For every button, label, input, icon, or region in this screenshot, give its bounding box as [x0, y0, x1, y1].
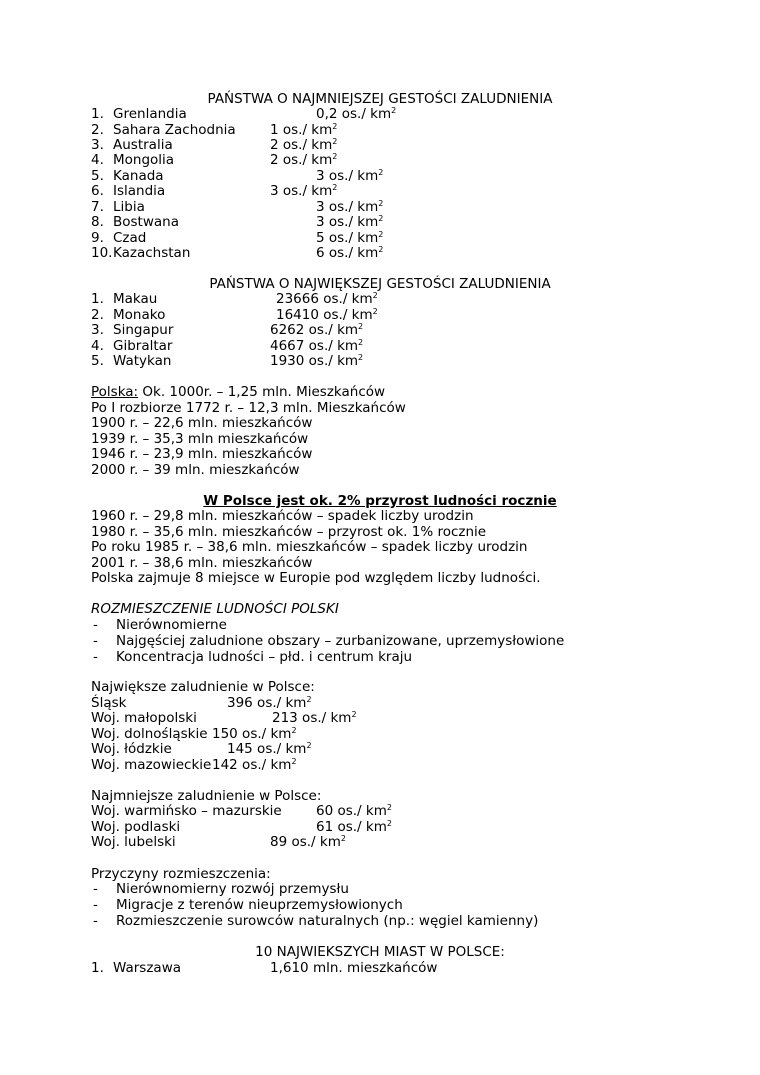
- bullet-dash: -: [93, 633, 98, 649]
- density-value: 1 os./ $km^2$: [270, 122, 338, 138]
- density-value: 6262 os./ $km^2$: [270, 322, 364, 338]
- density-value: 60 os./ $km^2$: [316, 803, 392, 819]
- country-name: Singapur: [113, 322, 174, 338]
- density-value: 16410 os./ $km^2$: [276, 307, 378, 323]
- growth-heading: W Polsce jest ok. 2% przyrost ludności rocznie: [203, 493, 557, 509]
- list-item: Rozmieszczenie surowców naturalnych (np.: węgiel kamienny): [116, 913, 539, 929]
- poland-history-line: Polska: Ok. 1000r. – 1,25 mln. Mieszkańców: [91, 384, 386, 400]
- country-name: Australia: [113, 137, 173, 153]
- density-value: 2 os./ $km^2$: [270, 152, 338, 168]
- density-value: 0,2 os./ $km^2$: [316, 106, 397, 122]
- list-number: 3.: [91, 137, 104, 153]
- list-number: 6.: [91, 183, 104, 199]
- density-value: 89 os./ $km^2$: [270, 834, 346, 850]
- country-name: Kanada: [113, 168, 164, 184]
- largest-heading: Największe zaludnienie w Polsce:: [91, 679, 315, 695]
- growth-line: Polska zajmuje 8 miejsce w Europie pod względem liczby ludności.: [91, 570, 541, 586]
- density-value: 4667 os./ $km^2$: [270, 338, 364, 354]
- bullet-dash: -: [93, 897, 98, 913]
- density-value: 142 os./ $km^2$: [212, 757, 297, 773]
- list-number: 4.: [91, 152, 104, 168]
- list-item: Nierównomierny rozwój przemysłu: [116, 881, 349, 897]
- city-name: Warszawa: [113, 960, 182, 976]
- causes-heading: Przyczyny rozmieszczenia:: [91, 866, 271, 882]
- region-name: Woj. warmińsko – mazurskie: [91, 803, 282, 819]
- country-name: Czad: [113, 230, 147, 246]
- density-value: 23666 os./ $km^2$: [276, 291, 378, 307]
- list-number: 5.: [91, 168, 104, 184]
- poland-history-line: 1939 r. – 35,3 mln mieszkańców: [91, 431, 309, 447]
- smallest-heading: Najmniejsze zaludnienie w Polsce:: [91, 788, 322, 804]
- density-value: 3 os./ $km^2$: [316, 168, 384, 184]
- city-population: 1,610 mln. mieszkańców: [270, 960, 438, 976]
- region-name: Woj. dolnośląskie: [91, 726, 208, 742]
- region-name: Woj. podlaski: [91, 819, 181, 835]
- region-name: Woj. łódzkie: [91, 741, 172, 757]
- country-name: Grenlandia: [113, 106, 187, 122]
- density-value: 150 os./ $km^2$: [212, 726, 297, 742]
- growth-line: 2001 r. – 38,6 mln. mieszkańców: [91, 555, 313, 571]
- density-value: 1930 os./ $km^2$: [270, 353, 364, 369]
- list-number: 8.: [91, 214, 104, 230]
- list-number: 10.: [91, 245, 113, 261]
- country-name: Sahara Zachodnia: [113, 122, 236, 138]
- list-number: 7.: [91, 199, 104, 215]
- growth-line: 1960 r. – 29,8 mln. mieszkańców – spadek liczby urodzin: [91, 508, 474, 524]
- density-value: 396 os./ $km^2$: [227, 695, 312, 711]
- region-name: Śląsk: [91, 695, 127, 711]
- bullet-dash: -: [93, 649, 98, 665]
- list-number: 1.: [91, 106, 104, 122]
- list-number: 4.: [91, 338, 104, 354]
- least-density-title: PAŃSTWA O NAJMNIEJSZEJ GESTOŚCI ZALUDNIENIA: [207, 91, 553, 107]
- most-density-title: PAŃSTWA O NAJWIĘKSZEJ GESTOŚCI ZALUDNIENIA: [209, 276, 551, 292]
- list-number: 9.: [91, 230, 104, 246]
- poland-history-line: 1946 r. – 23,9 mln. mieszkańców: [91, 446, 313, 462]
- growth-line: Po roku 1985 r. – 38,6 mln. mieszkańców – spadek liczby urodzin: [91, 539, 528, 555]
- density-value: 145 os./ $km^2$: [227, 741, 312, 757]
- density-value: 3 os./ $km^2$: [316, 199, 384, 215]
- country-name: Libia: [113, 199, 145, 215]
- country-name: Gibraltar: [113, 338, 173, 354]
- list-item: Migracje z terenów nieuprzemysłowionych: [116, 897, 403, 913]
- region-name: Woj. małopolski: [91, 710, 197, 726]
- list-number: 1.: [91, 960, 104, 976]
- list-item: Najgęściej zaludnione obszary – zurbanizowane, uprzemysłowione: [116, 633, 565, 649]
- cities-title: 10 NAJWIEKSZYCH MIAST W POLSCE:: [255, 944, 505, 960]
- density-value: 2 os./ $km^2$: [270, 137, 338, 153]
- poland-history-line: 1900 r. – 22,6 mln. mieszkańców: [91, 415, 313, 431]
- list-number: 2.: [91, 307, 104, 323]
- distribution-heading: ROZMIESZCZENIE LUDNOŚCI POLSKI: [91, 601, 339, 617]
- density-value: 213 os./ $km^2$: [272, 710, 357, 726]
- country-name: Mongolia: [113, 152, 175, 168]
- density-value: 5 os./ $km^2$: [316, 230, 384, 246]
- bullet-dash: -: [93, 617, 98, 633]
- bullet-dash: -: [93, 913, 98, 929]
- bullet-dash: -: [93, 881, 98, 897]
- density-value: 61 os./ $km^2$: [316, 819, 392, 835]
- list-number: 1.: [91, 291, 104, 307]
- region-name: Woj. mazowieckie: [91, 757, 212, 773]
- list-item: Koncentracja ludności – płd. i centrum kraju: [116, 649, 413, 665]
- country-name: Bostwana: [113, 214, 179, 230]
- list-number: 5.: [91, 353, 104, 369]
- list-item: Nierównomierne: [116, 617, 227, 633]
- list-number: 3.: [91, 322, 104, 338]
- country-name: Makau: [113, 291, 158, 307]
- country-name: Islandia: [113, 183, 166, 199]
- list-number: 2.: [91, 122, 104, 138]
- poland-history-line: 2000 r. – 39 mln. mieszkańców: [91, 462, 300, 478]
- density-value: 3 os./ $km^2$: [270, 183, 338, 199]
- density-value: 6 os./ $km^2$: [316, 245, 384, 261]
- country-name: Monako: [113, 307, 166, 323]
- growth-line: 1980 r. – 35,6 mln. mieszkańców – przyrost ok. 1% rocznie: [91, 524, 487, 540]
- density-value: 3 os./ $km^2$: [316, 214, 384, 230]
- country-name: Watykan: [113, 353, 172, 369]
- poland-label: Polska:: [91, 384, 139, 400]
- poland-history-line: Po I rozbiorze 1772 r. – 12,3 mln. Mieszkańców: [91, 400, 406, 416]
- country-name: Kazachstan: [113, 245, 191, 261]
- region-name: Woj. lubelski: [91, 834, 176, 850]
